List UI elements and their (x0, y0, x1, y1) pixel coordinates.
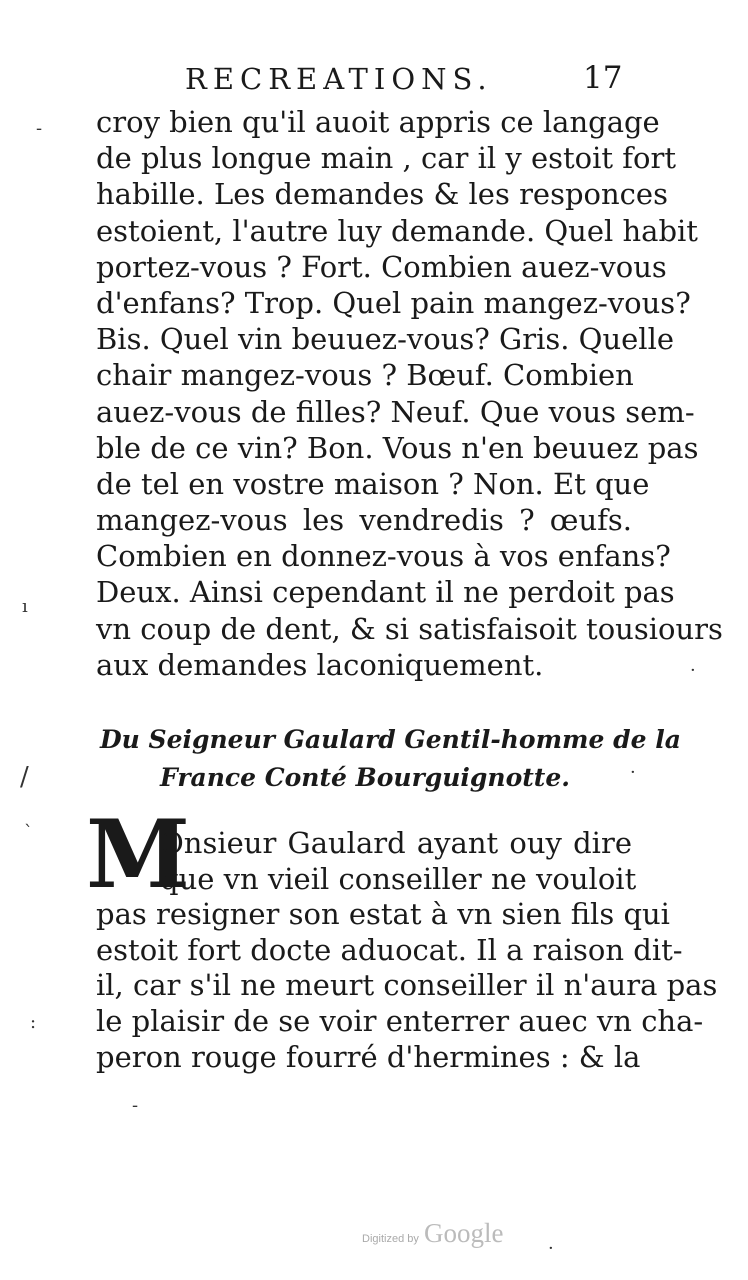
ink-speck: ` (24, 822, 33, 843)
text-line: il, car s'il ne meurt conseiller il n'aura pas (96, 968, 718, 1003)
text-line: Deux. Ainsi cependant il ne perdoit pas (96, 575, 675, 610)
running-head (185, 62, 635, 102)
text-line: aux demandes laconiquement. (96, 647, 544, 682)
text-line: de tel en vostre maison ? Non. Et que (96, 466, 650, 501)
text-line: mangez-vous les vendredis ? œufs. (96, 503, 632, 538)
text-line: vn coup de dent, & si satisfaisoit tousiours (96, 611, 723, 646)
section-heading-line: Du Seigneur Gaulard Gentil-homme de la (100, 725, 681, 754)
google-logo: Google (423, 1218, 504, 1248)
ink-speck: · (630, 762, 636, 783)
ink-speck: · (548, 1238, 554, 1259)
section-heading-line: France Conté Bourguignotte. (160, 763, 570, 792)
text-line: d'enfans? Trop. Quel pain mangez-vous? (96, 285, 691, 320)
text-line: le plaisir de se voir enterrer auec vn cha- (96, 1003, 704, 1038)
anecdote-1-text (96, 104, 723, 683)
text-line: peron rouge fourré d'hermines : & la (96, 1039, 641, 1074)
ink-speck: - (132, 1095, 139, 1116)
digitizer-credit (362, 1218, 503, 1249)
ink-speck: · (690, 660, 696, 681)
text-line: croy bien qu'il auoit appris ce langage (96, 105, 660, 139)
text-line: estoit fort docte aduocat. Il a raison dit- (96, 932, 683, 967)
digitized-by-label: Digitized by (362, 1233, 419, 1245)
text-line: auez-vous de filles? Neuf. Que vous sem- (96, 394, 695, 429)
text-line: chair mangez-vous ? Bœuf. Combien (96, 358, 634, 393)
text-line: habille. Les demandes & les responces (96, 177, 668, 212)
text-line: ble de ce vin? Bon. Vous n'en beuuez pas (96, 430, 699, 465)
drop-cap: M (86, 800, 191, 910)
ink-speck: : (30, 1012, 37, 1033)
ink-speck: - (36, 118, 43, 139)
ink-speck: ı (22, 596, 28, 617)
text-line: estoient, l'autre luy demande. Quel habit (96, 213, 698, 248)
page-number: 17 (583, 60, 623, 96)
anecdote-2-text (96, 826, 718, 1075)
running-title: RECREATIONS. (185, 62, 493, 96)
text-line: pas resigner son estat à vn sien fils qui (96, 897, 670, 932)
text-line: portez-vous ? Fort. Combien auez-vous (96, 249, 667, 284)
text-line: que vn vieil conseiller ne vouloit (160, 861, 637, 896)
ink-speck: / (20, 762, 29, 792)
text-line: de plus longue main , car il y estoit fort (96, 141, 676, 176)
section-heading (100, 721, 681, 797)
text-line: Combien en donnez-vous à vos enfans? (96, 539, 671, 574)
text-line: Bis. Quel vin beuuez-vous? Gris. Quelle (96, 322, 675, 357)
text-line: Onsieur Gaulard ayant ouy dire (160, 826, 632, 860)
